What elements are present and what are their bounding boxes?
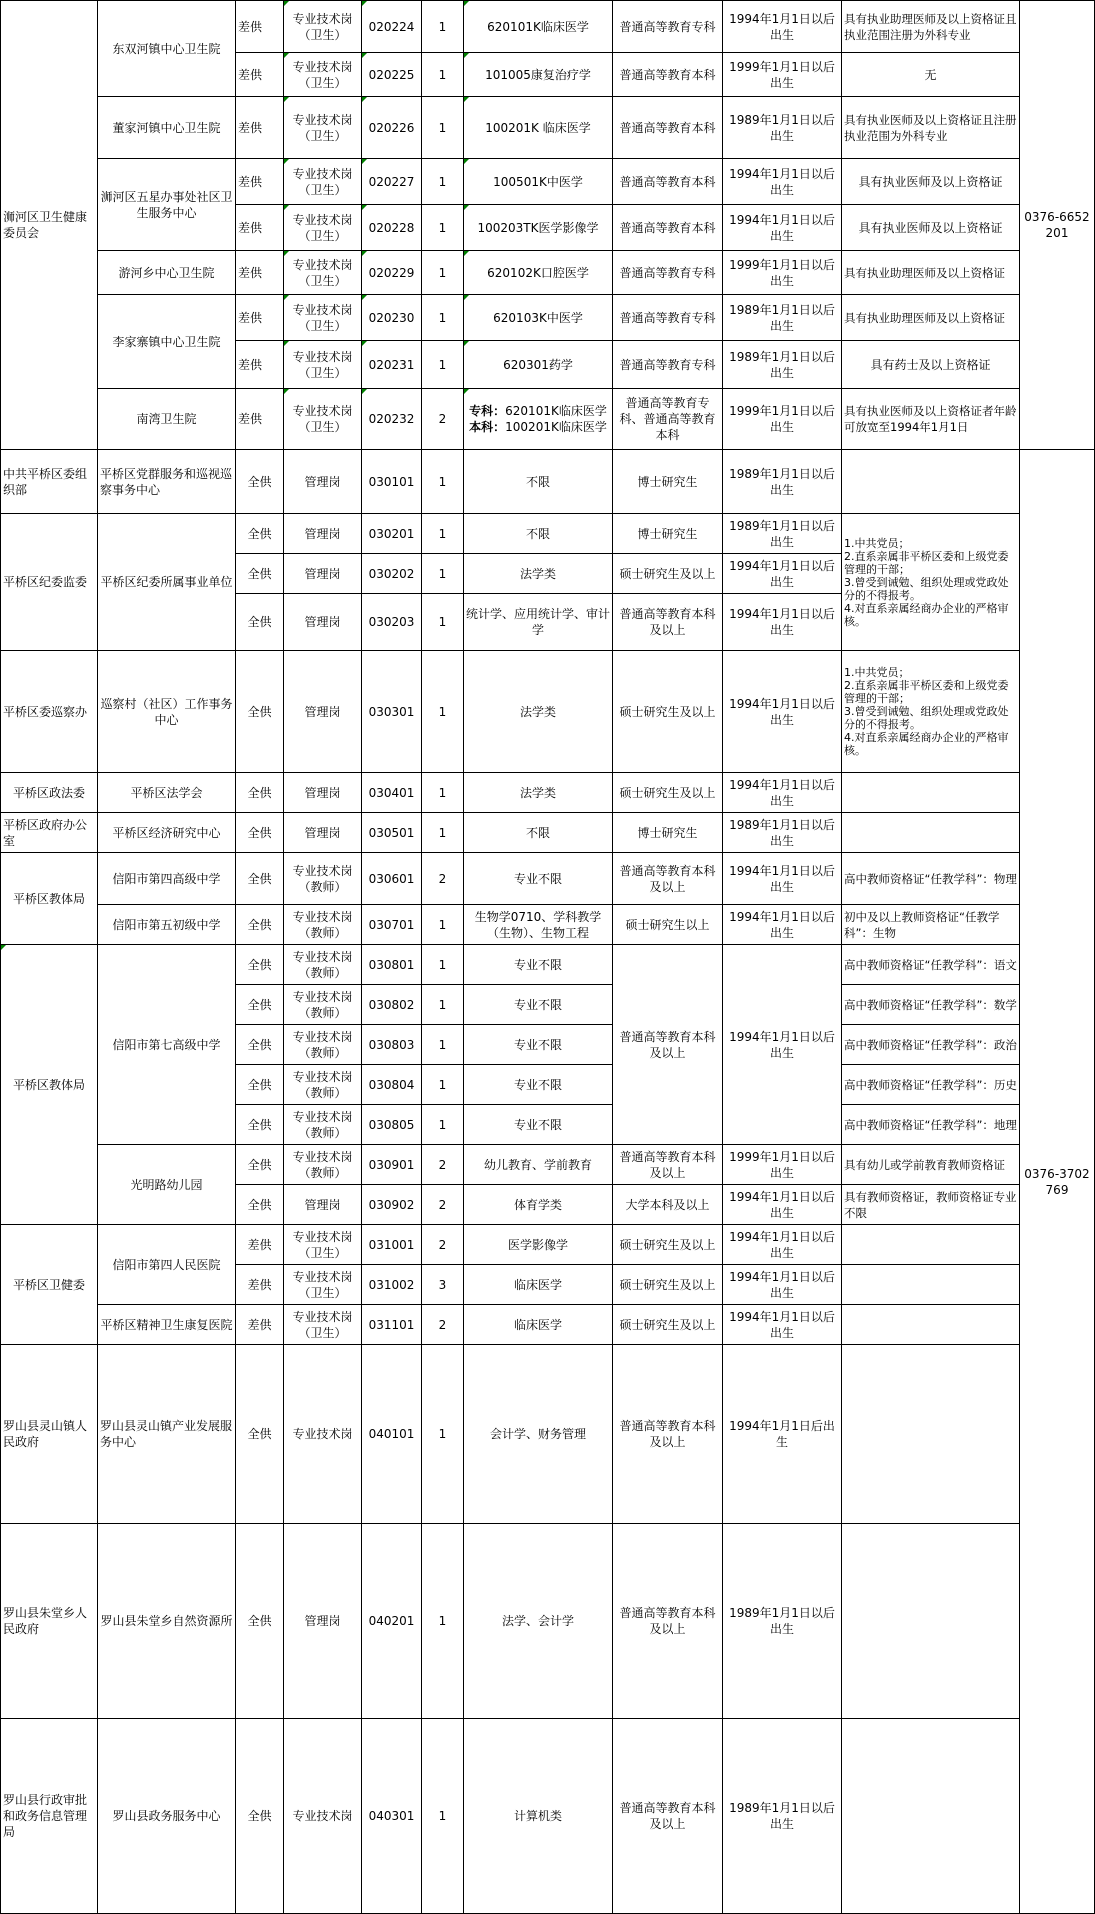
age-cell: 1994年1月1日以后出生 [723, 1, 842, 53]
unit-cell: 平桥区党群服务和巡视巡察事务中心 [98, 450, 236, 514]
table-row [1, 1305, 1095, 1345]
age-cell: 1994年1月1日以后出生 [723, 159, 842, 205]
req-cell [842, 1524, 1020, 1719]
table-row [1, 905, 1095, 945]
req-cell: 高中教师资格证“任教学科”：历史 [842, 1065, 1020, 1105]
code-cell: 040101 [362, 1345, 422, 1524]
dept-cell: 平桥区卫健委 [1, 1225, 98, 1345]
edu-cell: 普通高等教育专科 [613, 295, 723, 341]
num-cell: 1 [422, 1, 464, 53]
req-cell: 具有药士及以上资格证 [842, 341, 1020, 389]
fund-cell: 全供 [236, 1185, 284, 1225]
unit-cell: 平桥区精神卫生康复医院 [98, 1305, 236, 1345]
fund-cell: 全供 [236, 905, 284, 945]
edu-cell: 大学本科及以上 [613, 1185, 723, 1225]
unit-cell: 巡察村（社区）工作事务中心 [98, 651, 236, 773]
post-cell: 专业技术岗（教师） [284, 1025, 362, 1065]
age-cell: 1989年1月1日以后出生 [723, 97, 842, 159]
dept-cell: 平桥区教体局 [1, 945, 98, 1225]
post-cell: 专业技术岗（卫生） [284, 53, 362, 97]
code-cell: 040201 [362, 1524, 422, 1719]
major-cell: 101005康复治疗学 [464, 53, 613, 97]
edu-cell: 普通高等教育本科及以上 [613, 594, 723, 651]
edu-cell: 普通高等教育本科及以上 [613, 1524, 723, 1719]
req-cell: 具有幼儿或学前教育教师资格证 [842, 1145, 1020, 1185]
post-cell: 专业技术岗（卫生） [284, 159, 362, 205]
num-cell: 2 [422, 853, 464, 905]
major-label: 本科： [469, 420, 506, 434]
req-cell [842, 813, 1020, 853]
edu-cell: 硕士研究生及以上 [613, 651, 723, 773]
code-cell: 030501 [362, 813, 422, 853]
unit-cell: 信阳市第七高级中学 [98, 945, 236, 1145]
code-cell: 031101 [362, 1305, 422, 1345]
age-cell: 1989年1月1日以后出生 [723, 813, 842, 853]
major-cell: 医学影像学 [464, 1225, 613, 1265]
major-value: 100201K临床医学 [505, 420, 607, 434]
code-cell: 030601 [362, 853, 422, 905]
post-cell: 专业技术岗（教师） [284, 1145, 362, 1185]
req-cell: 高中教师资格证“任教学科”：政治 [842, 1025, 1020, 1065]
num-cell: 1 [422, 554, 464, 594]
num-cell: 3 [422, 1265, 464, 1305]
req-cell: 高中教师资格证“任教学科”：地理 [842, 1105, 1020, 1145]
table-row [1, 251, 1095, 295]
req-cell: 高中教师资格证“任教学科”：物理 [842, 853, 1020, 905]
req-cell: 高中教师资格证“任教学科”：数学 [842, 985, 1020, 1025]
post-cell: 专业技术岗（卫生） [284, 295, 362, 341]
req-cell [842, 1305, 1020, 1345]
age-cell: 1994年1月1日以后出生 [723, 905, 842, 945]
post-cell: 专业技术岗（卫生） [284, 389, 362, 450]
dept-cell: 平桥区委巡察办 [1, 651, 98, 773]
code-cell: 030202 [362, 554, 422, 594]
major-cell [464, 389, 613, 450]
req-cell: 无 [842, 53, 1020, 97]
post-cell: 专业技术岗（卫生） [284, 205, 362, 251]
unit-cell: 平桥区纪委所属事业单位 [98, 514, 236, 651]
major-cell: 临床医学 [464, 1305, 613, 1345]
age-cell: 1999年1月1日以后出生 [723, 1145, 842, 1185]
major-cell: 临床医学 [464, 1265, 613, 1305]
num-cell: 1 [422, 341, 464, 389]
age-cell: 1994年1月1日以后出生 [723, 773, 842, 813]
fund-cell: 全供 [236, 651, 284, 773]
post-cell: 专业技术岗（教师） [284, 905, 362, 945]
code-cell: 030201 [362, 514, 422, 554]
table-row [1, 945, 1095, 985]
post-cell: 管理岗 [284, 594, 362, 651]
edu-cell: 普通高等教育本科及以上 [613, 1345, 723, 1524]
edu-cell: 普通高等教育本科 [613, 205, 723, 251]
edu-cell: 硕士研究生以上 [613, 905, 723, 945]
table-row [1, 1225, 1095, 1265]
table-row [1, 295, 1095, 341]
post-cell: 专业技术岗（卫生） [284, 251, 362, 295]
num-cell: 1 [422, 594, 464, 651]
dept-cell: 平桥区纪委监委 [1, 514, 98, 651]
post-cell: 管理岗 [284, 1524, 362, 1719]
req-cell: 具有执业助理医师及以上资格证 [842, 295, 1020, 341]
major-cell: 幼儿教育、学前教育 [464, 1145, 613, 1185]
table-row [1, 389, 1095, 450]
major-cell: 620103K中医学 [464, 295, 613, 341]
major-cell: 统计学、应用统计学、审计学 [464, 594, 613, 651]
num-cell: 1 [422, 1345, 464, 1524]
age-cell: 1994年1月1日以后出生 [723, 1185, 842, 1225]
post-cell: 专业技术岗（卫生） [284, 1225, 362, 1265]
req-cell: 具有教师资格证，教师资格证专业不限 [842, 1185, 1020, 1225]
table-row [1, 159, 1095, 205]
code-cell: 031002 [362, 1265, 422, 1305]
num-cell: 1 [422, 205, 464, 251]
major-cell: 专业不限 [464, 945, 613, 985]
code-cell: 030902 [362, 1185, 422, 1225]
major-cell: 计算机类 [464, 1719, 613, 1914]
fund-cell: 全供 [236, 985, 284, 1025]
fund-cell: 全供 [236, 1345, 284, 1524]
code-cell: 040301 [362, 1719, 422, 1914]
num-cell: 1 [422, 1524, 464, 1719]
fund-cell: 差供 [236, 341, 284, 389]
req-cell [842, 773, 1020, 813]
edu-cell: 硕士研究生及以上 [613, 1265, 723, 1305]
edu-cell: 硕士研究生及以上 [613, 773, 723, 813]
num-cell: 1 [422, 1065, 464, 1105]
edu-cell: 普通高等教育本科 [613, 159, 723, 205]
dept-cell: 罗山县朱堂乡人民政府 [1, 1524, 98, 1719]
edu-cell: 普通高等教育本科 [613, 53, 723, 97]
edu-cell: 普通高等教育本科 [613, 97, 723, 159]
edu-cell: 硕士研究生及以上 [613, 1305, 723, 1345]
num-cell: 1 [422, 53, 464, 97]
fund-cell: 差供 [236, 205, 284, 251]
fund-cell: 全供 [236, 853, 284, 905]
req-cell: 初中及以上教师资格证“任教学科”：生物 [842, 905, 1020, 945]
unit-cell: 平桥区法学会 [98, 773, 236, 813]
post-cell: 专业技术岗 [284, 1345, 362, 1524]
dept-cell: 平桥区教体局 [1, 853, 98, 945]
unit-cell: 东双河镇中心卫生院 [98, 1, 236, 97]
age-cell: 1999年1月1日以后出生 [723, 389, 842, 450]
fund-cell: 全供 [236, 1065, 284, 1105]
fund-cell: 全供 [236, 450, 284, 514]
unit-cell: 平桥区经济研究中心 [98, 813, 236, 853]
num-cell: 2 [422, 1225, 464, 1265]
dept-cell: 平桥区政法委 [1, 773, 98, 813]
num-cell: 1 [422, 1025, 464, 1065]
age-cell: 1994年1月1日后出生 [723, 1345, 842, 1524]
fund-cell: 全供 [236, 554, 284, 594]
post-cell: 管理岗 [284, 554, 362, 594]
fund-cell: 全供 [236, 1524, 284, 1719]
num-cell: 1 [422, 159, 464, 205]
unit-cell: 信阳市第四高级中学 [98, 853, 236, 905]
num-cell: 2 [422, 389, 464, 450]
post-cell: 专业技术岗（教师） [284, 945, 362, 985]
fund-cell: 全供 [236, 945, 284, 985]
post-cell: 专业技术岗（教师） [284, 853, 362, 905]
major-cell: 专业不限 [464, 1065, 613, 1105]
age-cell: 1989年1月1日以后出生 [723, 1719, 842, 1914]
age-cell: 1989年1月1日以后出生 [723, 341, 842, 389]
post-cell: 专业技术岗（教师） [284, 985, 362, 1025]
dept-cell: 罗山县行政审批和政务信息管理局 [1, 1719, 98, 1914]
code-cell: 030203 [362, 594, 422, 651]
code-cell: 030301 [362, 651, 422, 773]
table-row [1, 1, 1095, 53]
req-cell [842, 1265, 1020, 1305]
num-cell: 2 [422, 1305, 464, 1345]
major-cell: 专业不限 [464, 985, 613, 1025]
major-cell: 620102K口腔医学 [464, 251, 613, 295]
fund-cell: 差供 [236, 1265, 284, 1305]
table-row [1, 514, 1095, 554]
num-cell: 1 [422, 295, 464, 341]
num-cell: 1 [422, 813, 464, 853]
major-cell: 专业不限 [464, 853, 613, 905]
table-row [1, 1719, 1095, 1914]
fund-cell: 差供 [236, 97, 284, 159]
table-row [1, 1345, 1095, 1524]
major-cell: 不限 [464, 514, 613, 554]
major-cell: 620101K临床医学 [464, 1, 613, 53]
post-cell: 管理岗 [284, 651, 362, 773]
code-cell: 020226 [362, 97, 422, 159]
post-cell: 管理岗 [284, 450, 362, 514]
req-cell: 具有执业助理医师及以上资格证且执业范围注册为外科专业 [842, 1, 1020, 53]
age-cell: 1989年1月1日以后出生 [723, 295, 842, 341]
unit-cell: 南湾卫生院 [98, 389, 236, 450]
table-row [1, 97, 1095, 159]
post-cell: 管理岗 [284, 773, 362, 813]
post-cell: 专业技术岗（卫生） [284, 341, 362, 389]
table-row [1, 813, 1095, 853]
fund-cell: 全供 [236, 1719, 284, 1914]
code-cell: 030801 [362, 945, 422, 985]
edu-cell: 普通高等教育专科 [613, 1, 723, 53]
phone-cell: 0376-6652201 [1020, 1, 1095, 450]
req-cell: 具有执业医师及以上资格证者年龄可放宽至1994年1月1日 [842, 389, 1020, 450]
dept-cell: 罗山县灵山镇人民政府 [1, 1345, 98, 1524]
age-cell: 1994年1月1日以后出生 [723, 1305, 842, 1345]
req-cell: 具有执业医师及以上资格证 [842, 159, 1020, 205]
table-row [1, 651, 1095, 773]
major-cell: 体育学类 [464, 1185, 613, 1225]
unit-cell: 罗山县朱堂乡自然资源所 [98, 1524, 236, 1719]
table-row [1, 1145, 1095, 1185]
unit-cell: 董家河镇中心卫生院 [98, 97, 236, 159]
age-cell: 1999年1月1日以后出生 [723, 53, 842, 97]
req-cell [842, 1345, 1020, 1524]
code-cell: 030802 [362, 985, 422, 1025]
major-cell: 100203TK医学影像学 [464, 205, 613, 251]
code-cell: 030901 [362, 1145, 422, 1185]
major-cell: 100201K 临床医学 [464, 97, 613, 159]
phone-cell: 0376-3702769 [1020, 450, 1095, 1914]
unit-cell: 信阳市第五初级中学 [98, 905, 236, 945]
num-cell: 1 [422, 773, 464, 813]
edu-cell: 博士研究生 [613, 514, 723, 554]
fund-cell: 差供 [236, 295, 284, 341]
major-cell: 会计学、财务管理 [464, 1345, 613, 1524]
major-cell: 专业不限 [464, 1025, 613, 1065]
unit-cell: 光明路幼儿园 [98, 1145, 236, 1225]
code-cell: 031001 [362, 1225, 422, 1265]
code-cell: 030401 [362, 773, 422, 813]
table-row [1, 773, 1095, 813]
age-cell: 1994年1月1日以后出生 [723, 945, 842, 1145]
code-cell: 020232 [362, 389, 422, 450]
unit-cell: 李家寨镇中心卫生院 [98, 295, 236, 389]
post-cell: 专业技术岗（卫生） [284, 97, 362, 159]
code-cell: 030804 [362, 1065, 422, 1105]
code-cell: 030701 [362, 905, 422, 945]
edu-cell: 硕士研究生及以上 [613, 554, 723, 594]
num-cell: 1 [422, 1105, 464, 1145]
post-cell: 专业技术岗 [284, 1719, 362, 1914]
code-cell: 020225 [362, 53, 422, 97]
major-cell: 专业不限 [464, 1105, 613, 1145]
fund-cell: 差供 [236, 251, 284, 295]
req-cell: 1.中共党员； 2.直系亲属非平桥区委和上级党委管理的干部； 3.曾受到诫勉、组织处理或党政处分的不得报考。 4.对直系亲属经商办企业的严格审核。 [842, 514, 1020, 651]
edu-cell: 博士研究生 [613, 450, 723, 514]
num-cell: 1 [422, 1719, 464, 1914]
unit-cell: 信阳市第四人民医院 [98, 1225, 236, 1305]
num-cell: 1 [422, 514, 464, 554]
major-cell: 法学、会计学 [464, 1524, 613, 1719]
unit-cell: 浉河区五星办事处社区卫生服务中心 [98, 159, 236, 251]
fund-cell: 全供 [236, 514, 284, 554]
fund-cell: 全供 [236, 1145, 284, 1185]
num-cell: 1 [422, 450, 464, 514]
req-cell: 具有执业医师及以上资格证 [842, 205, 1020, 251]
age-cell: 1994年1月1日以后出生 [723, 554, 842, 594]
major-cell: 不限 [464, 450, 613, 514]
age-cell: 1999年1月1日以后出生 [723, 251, 842, 295]
table-row [1, 1524, 1095, 1719]
age-cell: 1989年1月1日以后出生 [723, 450, 842, 514]
fund-cell: 差供 [236, 159, 284, 205]
req-cell [842, 450, 1020, 514]
post-cell: 专业技术岗（卫生） [284, 1, 362, 53]
code-cell: 030803 [362, 1025, 422, 1065]
age-cell: 1994年1月1日以后出生 [723, 205, 842, 251]
edu-cell: 普通高等教育本科及以上 [613, 853, 723, 905]
fund-cell: 全供 [236, 813, 284, 853]
post-cell: 专业技术岗（教师） [284, 1105, 362, 1145]
table-row [1, 450, 1095, 514]
fund-cell: 全供 [236, 1105, 284, 1145]
req-cell: 具有执业助理医师及以上资格证 [842, 251, 1020, 295]
edu-cell: 普通高等教育专科 [613, 251, 723, 295]
major-value: 620101K临床医学 [505, 404, 607, 418]
num-cell: 2 [422, 1145, 464, 1185]
fund-cell: 差供 [236, 53, 284, 97]
code-cell: 030101 [362, 450, 422, 514]
major-cell: 法学类 [464, 773, 613, 813]
dept-cell: 浉河区卫生健康委员会 [1, 1, 98, 450]
edu-cell: 硕士研究生及以上 [613, 1225, 723, 1265]
dept-cell: 中共平桥区委组织部 [1, 450, 98, 514]
unit-cell: 游河乡中心卫生院 [98, 251, 236, 295]
edu-cell: 普通高等教育本科及以上 [613, 945, 723, 1145]
req-cell [842, 1719, 1020, 1914]
code-cell: 020229 [362, 251, 422, 295]
major-cell: 生物学0710、学科教学（生物）、生物工程 [464, 905, 613, 945]
num-cell: 1 [422, 985, 464, 1025]
fund-cell: 差供 [236, 1225, 284, 1265]
age-cell: 1994年1月1日以后出生 [723, 1225, 842, 1265]
age-cell: 1989年1月1日以后出生 [723, 514, 842, 554]
req-cell: 具有执业医师及以上资格证且注册执业范围为外科专业 [842, 97, 1020, 159]
code-cell: 020224 [362, 1, 422, 53]
code-cell: 020228 [362, 205, 422, 251]
major-cell: 法学类 [464, 554, 613, 594]
dept-cell: 平桥区政府办公室 [1, 813, 98, 853]
edu-cell: 普通高等教育本科及以上 [613, 1145, 723, 1185]
major-cell: 法学类 [464, 651, 613, 773]
edu-cell: 普通高等教育专科 [613, 341, 723, 389]
edu-cell: 普通高等教育专科、普通高等教育本科 [613, 389, 723, 450]
edu-cell: 博士研究生 [613, 813, 723, 853]
unit-cell: 罗山县灵山镇产业发展服务中心 [98, 1345, 236, 1524]
age-cell: 1994年1月1日以后出生 [723, 853, 842, 905]
post-cell: 管理岗 [284, 1185, 362, 1225]
post-cell: 管理岗 [284, 813, 362, 853]
req-cell [842, 1225, 1020, 1265]
num-cell: 2 [422, 1185, 464, 1225]
num-cell: 1 [422, 945, 464, 985]
table-row [1, 853, 1095, 905]
req-cell: 1.中共党员； 2.直系亲属非平桥区委和上级党委管理的干部； 3.曾受到诫勉、组织处理或党政处分的不得报考。 4.对直系亲属经商办企业的严格审核。 [842, 651, 1020, 773]
edu-cell: 普通高等教育本科及以上 [613, 1719, 723, 1914]
major-label: 专科： [469, 404, 506, 418]
fund-cell: 差供 [236, 1305, 284, 1345]
age-cell: 1994年1月1日以后出生 [723, 651, 842, 773]
age-cell: 1989年1月1日以后出生 [723, 1524, 842, 1719]
age-cell: 1994年1月1日以后出生 [723, 594, 842, 651]
fund-cell: 差供 [236, 1, 284, 53]
req-cell: 高中教师资格证“任教学科”：语文 [842, 945, 1020, 985]
fund-cell: 全供 [236, 1025, 284, 1065]
code-cell: 020231 [362, 341, 422, 389]
code-cell: 020230 [362, 295, 422, 341]
post-cell: 专业技术岗（卫生） [284, 1265, 362, 1305]
major-cell: 620301药学 [464, 341, 613, 389]
num-cell: 1 [422, 97, 464, 159]
post-cell: 管理岗 [284, 514, 362, 554]
code-cell: 020227 [362, 159, 422, 205]
num-cell: 1 [422, 651, 464, 773]
post-cell: 专业技术岗（卫生） [284, 1305, 362, 1345]
unit-cell: 罗山县政务服务中心 [98, 1719, 236, 1914]
fund-cell: 全供 [236, 773, 284, 813]
post-cell: 专业技术岗（教师） [284, 1065, 362, 1105]
num-cell: 1 [422, 905, 464, 945]
major-cell: 100501K中医学 [464, 159, 613, 205]
major-cell: 不限 [464, 813, 613, 853]
fund-cell: 差供 [236, 389, 284, 450]
num-cell: 1 [422, 251, 464, 295]
age-cell: 1994年1月1日以后出生 [723, 1265, 842, 1305]
code-cell: 030805 [362, 1105, 422, 1145]
fund-cell: 全供 [236, 594, 284, 651]
